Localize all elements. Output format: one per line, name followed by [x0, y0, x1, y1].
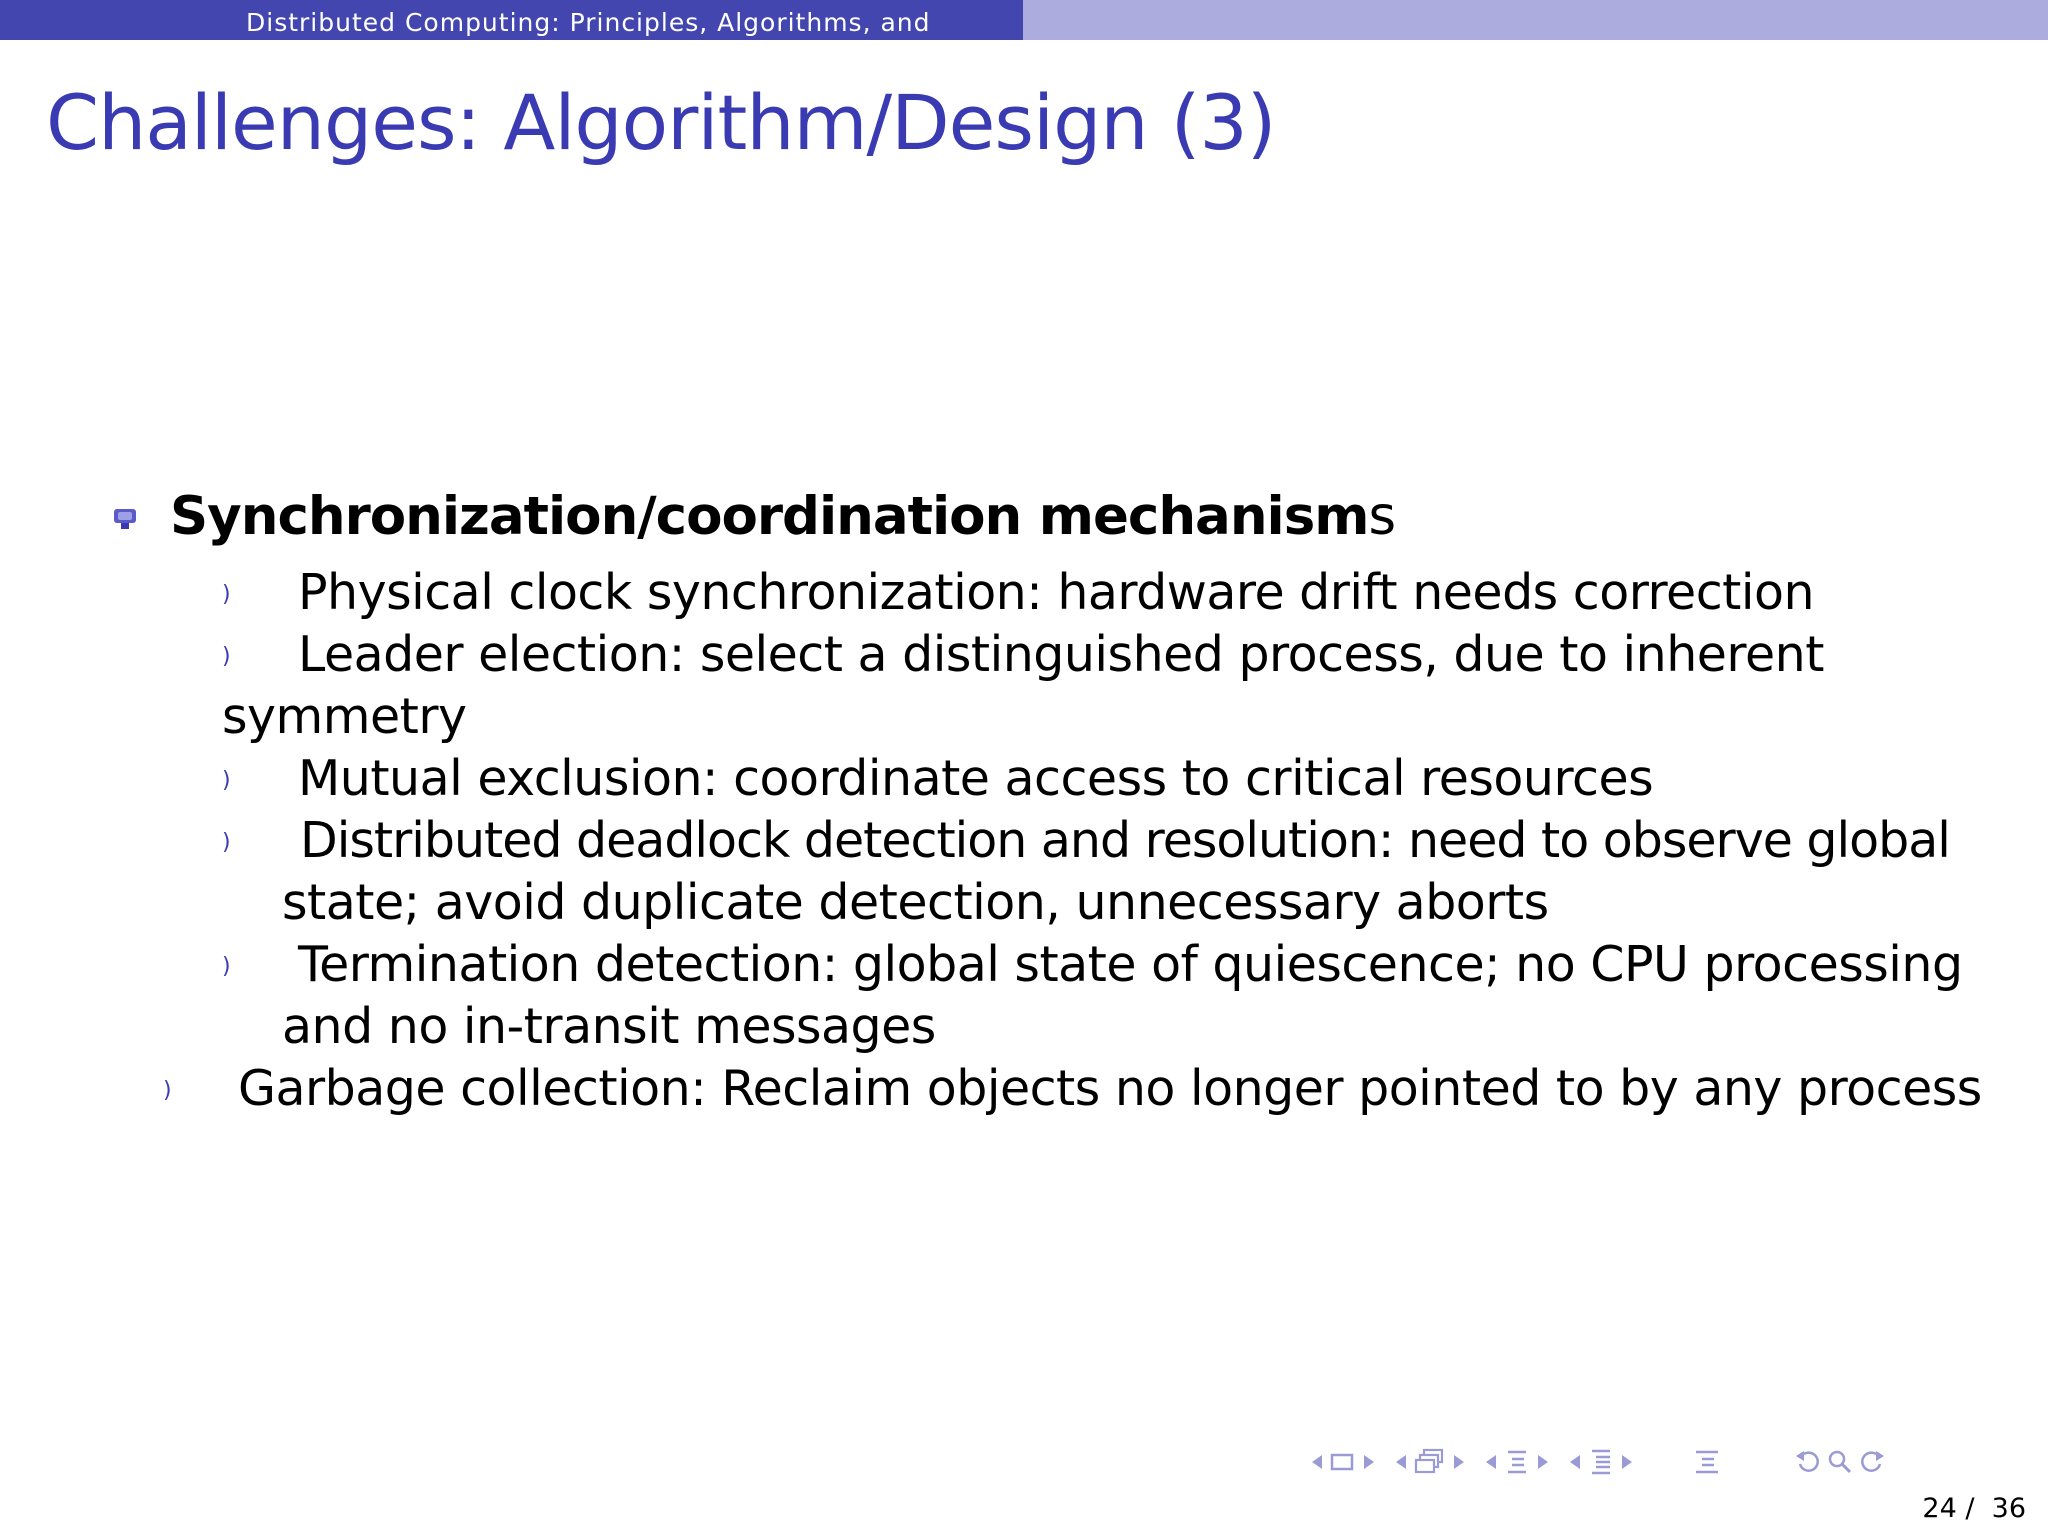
page-separator: /: [1956, 1493, 1992, 1524]
nav-next-arrow-icon[interactable]: [1452, 1452, 1466, 1472]
nav-prev-arrow-icon[interactable]: [1484, 1452, 1498, 1472]
nav-next-arrow-icon[interactable]: [1362, 1452, 1376, 1472]
nav-next-arrow-icon[interactable]: [1620, 1452, 1634, 1472]
subsection-nav-group: [1394, 1448, 1466, 1476]
frame-icon[interactable]: [1330, 1452, 1356, 1472]
sub-bullet-marker: ): [222, 768, 231, 793]
sub-item-physical-clock: Physical clock synchronization: hardware drift needs correction: [298, 564, 1814, 621]
header-right-panel: [1023, 0, 2048, 40]
header-text: Distributed Computing: Principles, Algorithms, and: [246, 8, 931, 37]
sub-item-leader-election: Leader election: select a distinguished process, due to inherent: [298, 626, 1824, 683]
forward-icon[interactable]: [1858, 1448, 1888, 1476]
subsection-icon[interactable]: [1414, 1448, 1446, 1476]
nav-prev-arrow-icon[interactable]: [1394, 1452, 1408, 1472]
search-icon[interactable]: [1826, 1448, 1854, 1476]
sub-bullet-marker: ): [222, 830, 231, 855]
page-current: 24: [1922, 1493, 1957, 1524]
sub-item-deadlock-detection: Distributed deadlock detection and resolution: need to observe global: [300, 812, 1950, 869]
document-nav-group: [1568, 1448, 1634, 1476]
slide-title: Challenges: Algorithm/Design (3): [46, 78, 1276, 167]
page-total: 36: [1991, 1493, 2026, 1524]
section-nav-group: [1484, 1448, 1550, 1476]
menu-icon[interactable]: [1692, 1448, 1722, 1476]
bullet-icon: [113, 508, 137, 530]
sub-item-garbage-collection: Garbage collection: Reclaim objects no longer pointed to by any process: [238, 1060, 1982, 1117]
back-icon[interactable]: [1792, 1448, 1822, 1476]
main-bullet-bold: Synchronization/coordination mechanism: [170, 486, 1369, 547]
beamer-navigation-bar: [1310, 1448, 1888, 1476]
sub-item-termination-detection: Termination detection: global state of quiescence; no CPU processing: [298, 936, 1963, 993]
nav-next-arrow-icon[interactable]: [1536, 1452, 1550, 1472]
sub-bullet-marker: ): [222, 644, 231, 669]
header-left-panel: [0, 0, 1023, 40]
main-bullet-tail: s: [1368, 486, 1396, 547]
header-bar: [0, 0, 2048, 40]
search-nav-group: [1792, 1448, 1888, 1476]
sub-item-termination-detection-cont: and no in-transit messages: [282, 998, 936, 1055]
sub-item-leader-election-cont: symmetry: [222, 688, 467, 745]
menu-nav-group: [1692, 1448, 1722, 1476]
page-number: [1922, 1493, 2026, 1524]
sub-bullet-marker: ): [163, 1078, 172, 1103]
sub-bullet-marker: ): [222, 582, 231, 607]
outline-icon[interactable]: [1588, 1448, 1614, 1476]
sub-item-mutual-exclusion: Mutual exclusion: coordinate access to critical resources: [298, 750, 1654, 807]
frame-nav-group: [1310, 1452, 1376, 1472]
main-bullet-label: [170, 486, 1395, 547]
nav-prev-arrow-icon[interactable]: [1568, 1452, 1582, 1472]
section-icon[interactable]: [1504, 1448, 1530, 1476]
nav-prev-arrow-icon[interactable]: [1310, 1452, 1324, 1472]
sub-bullet-marker: ): [222, 954, 231, 979]
sub-item-deadlock-detection-cont: state; avoid duplicate detection, unnecessary aborts: [282, 874, 1549, 931]
